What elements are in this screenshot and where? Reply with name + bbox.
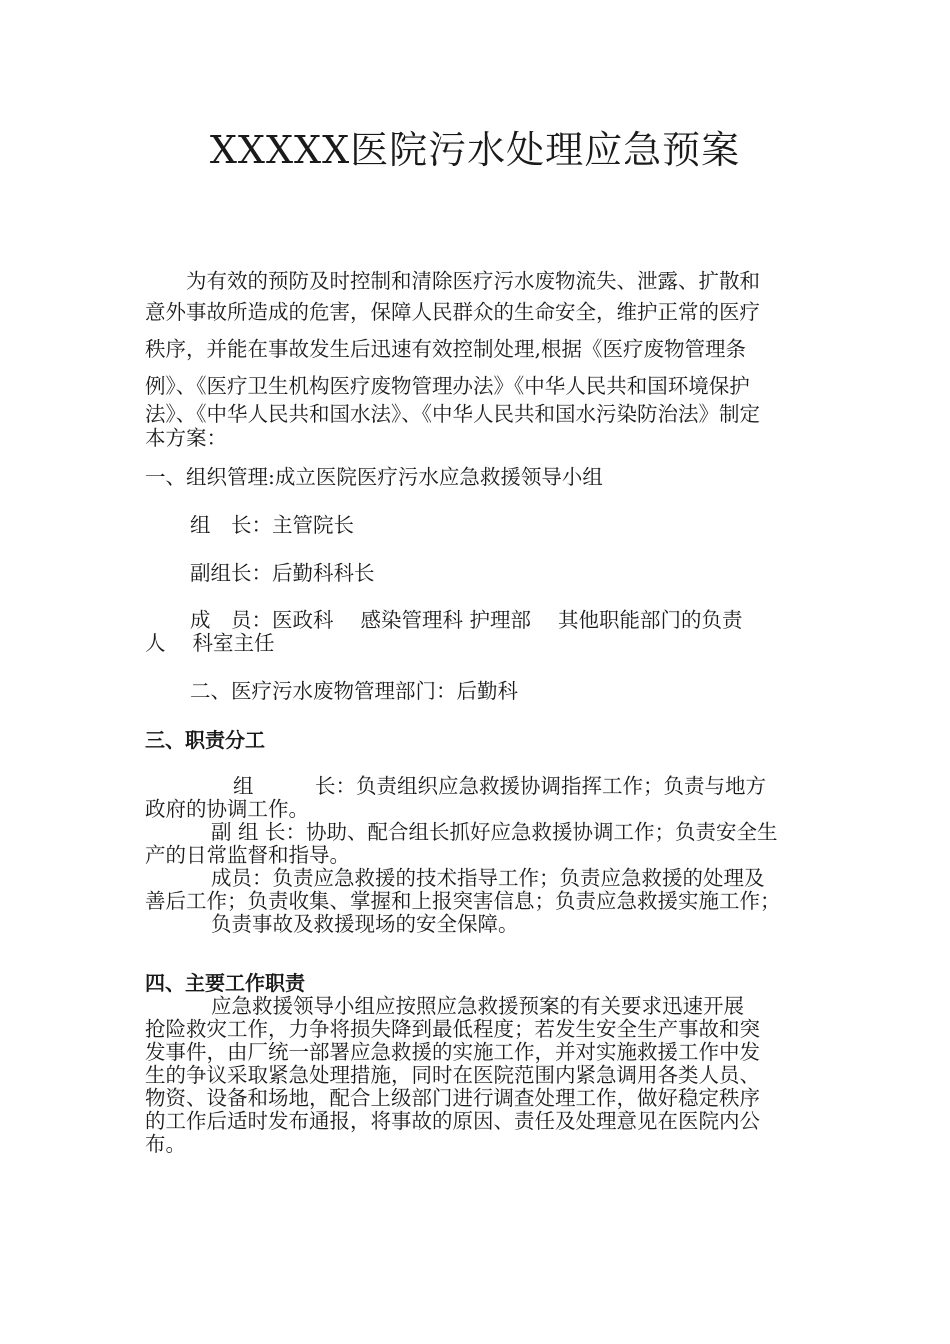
section-2-heading: 二、医疗污水废物管理部门：后勤科: [190, 679, 518, 703]
duty-line: 产的日常监督和指导。: [145, 843, 350, 867]
duty-line: 政府的协调工作。: [145, 797, 309, 821]
leader-line: 组 长：主管院长: [190, 513, 354, 537]
members-line: 人 科室主任: [145, 631, 275, 655]
duty-line: 物资、设备和场地，配合上级部门进行调查处理工作，做好稳定秩序: [145, 1086, 760, 1110]
section-4-body: [145, 995, 810, 1156]
intro-line: 例》、《医疗卫生机构医疗废物管理办法》《中华人民共和国环境保护: [145, 374, 750, 398]
duty-line: 的工作后适时发布通报，将事故的原因、责任及处理意见在医院内公: [145, 1109, 760, 1133]
intro-line: 本方案：: [145, 426, 227, 450]
deputy-line: 副组长：后勤科科长: [190, 561, 375, 585]
section-4-heading: 四、主要工作职责: [145, 971, 305, 995]
document-title: XXXXX医院污水处理应急预案: [209, 128, 741, 172]
duty-line: 副 组 长：协助、配合组长抓好应急救援协调工作；负责安全生: [211, 820, 778, 844]
members-paragraph: [145, 609, 810, 655]
intro-line: 秩序，并能在事故发生后迅速有效控制处理,根据《医疗废物管理条: [145, 337, 747, 361]
intro-line: 意外事故所造成的危害，保障人民群众的生命安全，维护正常的医疗: [145, 300, 760, 324]
intro-paragraph: [145, 270, 810, 450]
intro-line: 法》、《中华人民共和国水法》、《中华人民共和国水污染防治法》制定: [145, 402, 760, 426]
intro-line: 为有效的预防及时控制和清除医疗污水废物流失、泄露、扩散和: [145, 269, 760, 293]
duty-line: 发事件，由厂统一部署应急救援的实施工作，并对实施救援工作中发: [145, 1040, 760, 1064]
members-line: 成 员：医政科 感染管理科 护理部 其他职能部门的负责: [190, 608, 743, 632]
duty-line: 抢险救灾工作，力争将损失降到最低程度；若发生安全生产事故和突: [145, 1017, 760, 1041]
section-3-heading: 三、职责分工: [145, 728, 265, 752]
duty-line: 负责事故及救援现场的安全保障。: [211, 912, 519, 936]
duty-line: 布。: [145, 1132, 186, 1156]
duty-line: 生的争议采取紧急处理措施，同时在医院范围内紧急调用各类人员、: [145, 1063, 760, 1087]
section-3-body: [145, 775, 810, 936]
section-1-heading: 一、组织管理:成立医院医疗污水应急救援领导小组: [145, 465, 603, 489]
duty-line: 成员：负责应急救援的技术指导工作；负责应急救援的处理及: [211, 866, 765, 890]
duty-line: 组 长：负责组织应急救援协调指挥工作；负责与地方: [233, 774, 766, 798]
duty-line: 善后工作；负责收集、掌握和上报突害信息；负责应急救援实施工作；: [145, 889, 781, 913]
duty-line: 应急救援领导小组应按照应急救援预案的有关要求迅速开展: [211, 994, 744, 1018]
